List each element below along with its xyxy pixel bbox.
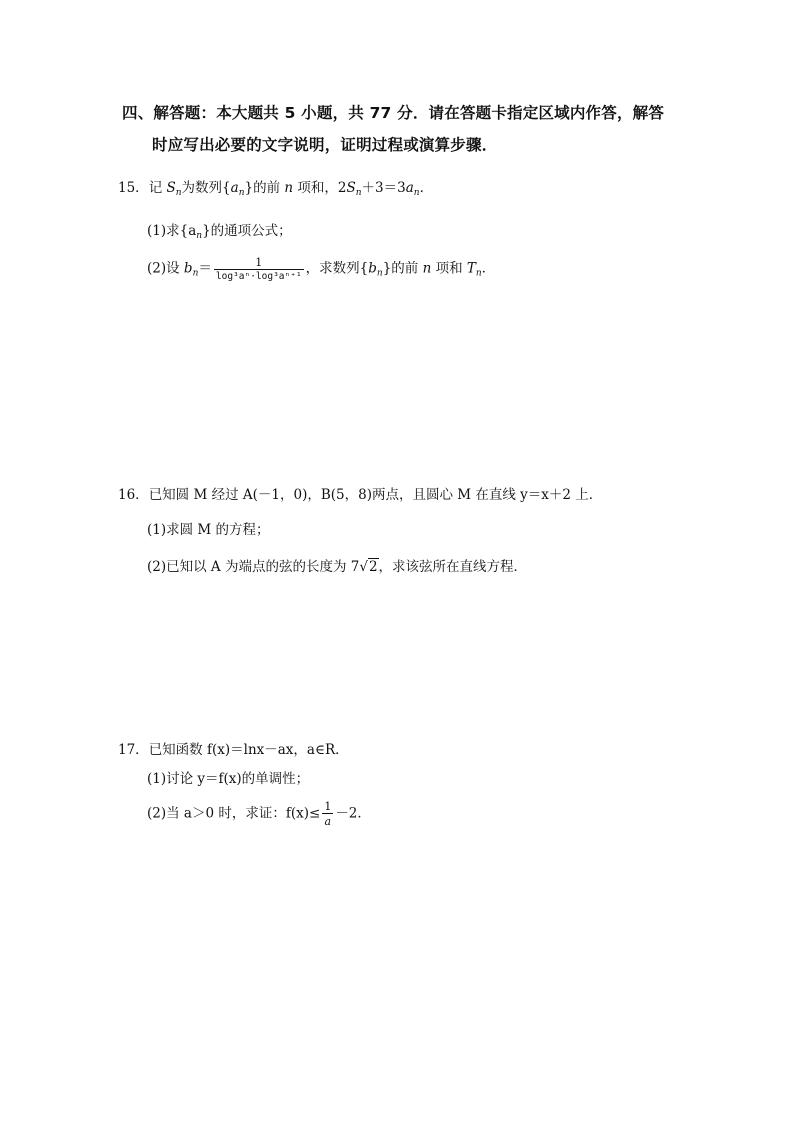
square-root: √2 xyxy=(359,559,378,575)
question-16-part2: (2)已知以 A 为端点的弦的长度为 7√2，求该弦所在直线方程． xyxy=(147,559,528,575)
question-17-part2: (2)当 a＞0 时，求证：f(x)≤ $\frac{1}{a}$ －2． xyxy=(147,800,371,828)
question-16-part1: (1)求圆 M 的方程； xyxy=(147,522,270,538)
question-15-part2: (2)设 $b_n=$ $\frac{1}{\text{log³aⁿ·log³aⁿ⁺¹}}$ ，求数列$\{b_n\}$的前 n 项和 $T_n$． xyxy=(147,256,496,282)
question-17-stem: 17．已知函数 f(x)＝lnx－ax，a∈R． xyxy=(118,742,349,758)
question-17-part1: (1)讨论 y＝f(x)的单调性； xyxy=(147,771,310,787)
section-heading-line2: 时应写出必要的文字说明，证明过程或演算步骤． xyxy=(152,136,498,154)
question-16-number: 16． xyxy=(118,487,149,503)
question-16-stem: 16．已知圆 M 经过 A(－1，0)，B(5，8)两点，且圆心 M 在直线 y＝x＋2 上． xyxy=(118,487,603,503)
question-17-number: 17． xyxy=(118,742,149,758)
question-15-part1: (1)求$\{a_n\}$的通项公式； xyxy=(147,223,292,241)
question-15-number: 15． xyxy=(118,180,149,196)
question-15-stem: 15．记 $S_n$为数列$\{a_n\}$的前 n 项和，$2S_n+3=3a_n$． xyxy=(118,180,434,198)
section-heading-line1: 四、解答题：本大题共 5 小题，共 77 分．请在答题卡指定区域内作答，解答 xyxy=(122,104,665,122)
fraction-bn: $\frac{1}{\text{log³aⁿ·log³aⁿ⁺¹}}$ xyxy=(215,256,302,282)
fraction-one-over-a: $\frac{1}{a}$ xyxy=(324,800,332,828)
